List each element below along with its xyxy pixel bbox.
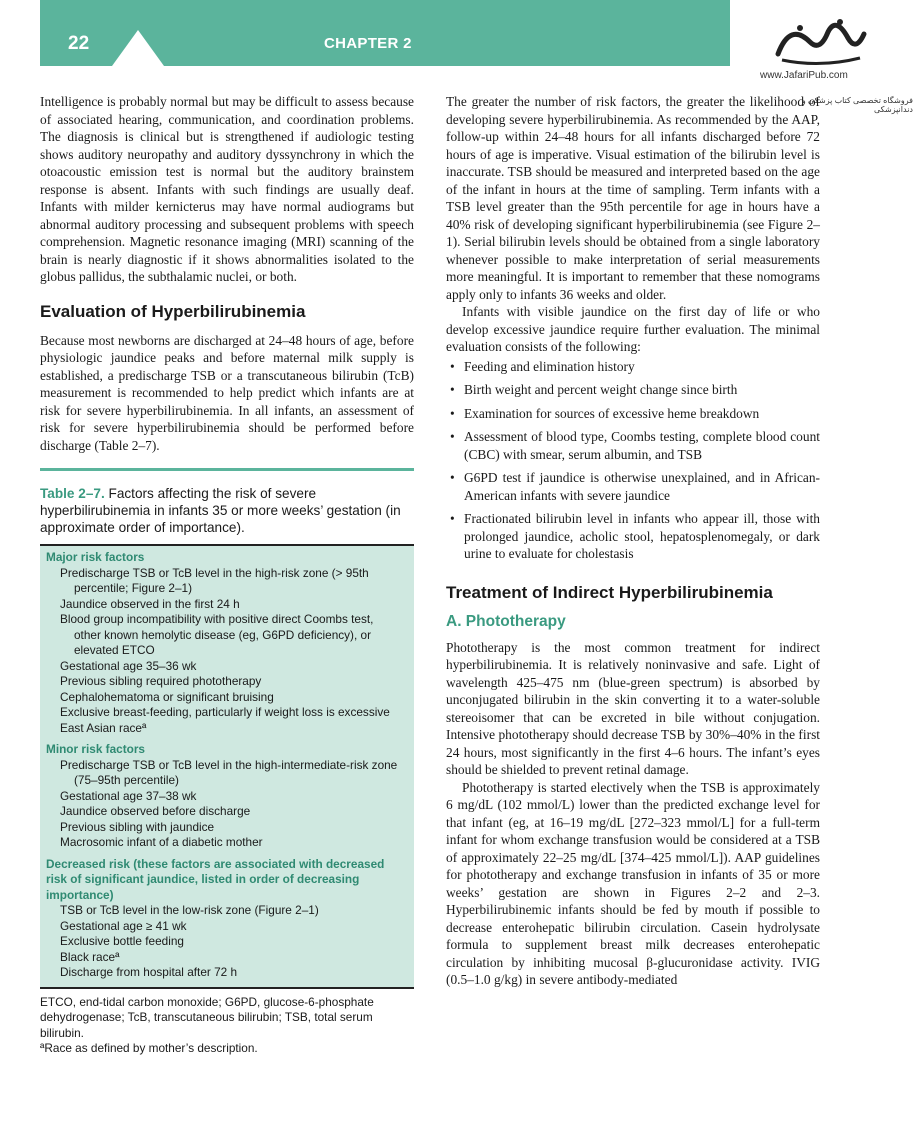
table-row: Gestational age ≥ 41 wk (60, 918, 187, 933)
table-row: Macrosomic infant of a diabetic mother (60, 835, 263, 849)
table-footnote-race: ªRace as defined by mother’s description. (40, 1041, 258, 1055)
table-row: Gestational age 37–38 wk (60, 788, 197, 803)
list-item: • Feeding and elimination history (450, 358, 635, 374)
evaluation-list (446, 358, 820, 563)
logo-url: www.JafariPub.com (760, 70, 848, 81)
table-row: Cephalohematoma or significant bruising (60, 689, 274, 704)
risk-factors-paragraph: The greater the number of risk factors, the greater the likelihood of developing severe hyperbilirubinemia. As recommended by the AAP, follow-up within 24–48 hours for all infants discharged before 72 hours of age is imperative. Visual estimation of the bilirubin level is inaccurate. TSB should be measured and interpreted based on the age of the infant in hours at the time of sampling. Term infants with a TSB level greater than the 95th percentile for age in hours have a 40% risk of developing significant hyperbilirubinemia (see Figure 2–1). Serial bilirubin levels should be obtained from a single laboratory whenever possible to make interpretation of serial measurements more meaningful. It is important to remember that these nomograms apply only to infants 36 weeks and older. (446, 94, 820, 302)
list-item: • Assessment of blood type, Coombs testing, complete blood count (CBC) with smear, serum albumin, and TSB (450, 429, 820, 462)
list-item: • Examination for sources of excessive heme breakdown (450, 405, 760, 421)
right-column (446, 93, 820, 989)
table-row: Previous sibling with jaundice (60, 819, 215, 834)
chapter-title: CHAPTER 2 (324, 35, 412, 52)
table-row: Blood group incompatibility with positive direct Coombs test, other known hemolytic disease (eg, G6PD deficiency), or elevated ETCO (60, 612, 374, 657)
table-row: TSB or TcB level in the low-risk zone (Figure 2–1) (60, 903, 319, 917)
subsection-heading-phototherapy: A. Phototherapy (446, 612, 566, 630)
section-heading-evaluation: Evaluation of Hyperbilirubinemia (40, 301, 306, 321)
phototherapy-start-paragraph: Phototherapy is started electively when the TSB is approximately 6 mg/dL (102 mmol/L) lower than the predicted exchange level for that infant (eg, at 16–19 mg/dL [272–323 mmol/L] for a full-term infant for whom exchange transfusion would be considered at a TSB of approximately 22–25 mg/dL [374–425 mmol/L]). AAP guidelines for phototherapy and exchange transfusion in infants of 35 or more weeks’ gestation are shown in Figures 2–2 and 2–3. Hyperbilirubinemic infants should be fed by mouth if possible to decrease enterohepatic bilirubin circulation. Casein hydrolysate formula to supplement breast milk decreases enterohepatic circulation by inhibiting mucosal β-glucuronidase activity. IVIG (0.5–1.0 g/kg) in severe antibody-mediated (446, 779, 820, 987)
page-number: 22 (68, 33, 90, 54)
jafaripub-logo (770, 14, 870, 70)
table-row: Predischarge TSB or TcB level in the high-risk zone (> 95th percentile; Figure 2–1) (60, 565, 369, 595)
table-group-title: Minor risk factors (46, 742, 145, 756)
table-row: Discharge from hospital after 72 h (60, 965, 238, 979)
phototherapy-paragraph: Phototherapy is the most common treatment for indirect hyperbilirubinemia. It is relatively noninvasive and safe. Light of wavelength 425–475 nm (blue-green spectrum) is absorbed by unconjugated bilirubin in the skin converting it to a water-soluble stereoisomer that can be excreted in bile without conjugation. Intensive phototherapy should decrease TSB by 30%–40% in the first 24 hours, most significantly in the first 4–6 hours. The infant’s eyes should be shielded to prevent retinal damage. (446, 639, 820, 777)
table-row: East Asian raceª (60, 720, 147, 735)
list-item: • Birth weight and percent weight change since birth (450, 382, 738, 397)
table-group-title: Decreased risk (these factors are associated with decreased risk of significant jaundice, listed in order of decreasing importance) (46, 856, 385, 902)
table-row: Jaundice observed in the first 24 h (60, 596, 240, 611)
table-body (40, 544, 414, 989)
table-row: Jaundice observed before discharge (60, 804, 251, 818)
table-row: Exclusive bottle feeding (60, 934, 184, 948)
table-group-title: Major risk factors (46, 550, 145, 564)
table-caption (40, 485, 414, 536)
header-notch (112, 30, 164, 66)
page-header (0, 0, 913, 114)
left-column (40, 93, 414, 1057)
table-row: Predischarge TSB or TcB level in the high-intermediate-risk zone (75–95th percentile) (60, 757, 398, 787)
table-row: Black raceª (60, 949, 120, 964)
table-footnote: ETCO, end-tidal carbon monoxide; G6PD, glucose-6-phosphate dehydrogenase; TcB, transcutaneous bilirubin; TSB, total serum bilirubin. (40, 994, 374, 1040)
table-row: Exclusive breast-feeding, particularly if weight loss is excessive (60, 705, 390, 719)
list-item: • G6PD test if jaundice is otherwise unexplained, and in African-American infants with severe jaundice (450, 470, 820, 503)
list-item: • Fractionated bilirubin level in infants who appear ill, those with prolonged jaundice, acholic stool, hepatosplenomegaly, or dark urine to evaluate for cholestasis (450, 511, 820, 561)
table-caption-text: Factors affecting the risk of severe hyperbilirubinemia in infants 35 or more weeks’ gestation (in approximate order of importance). (40, 486, 401, 535)
table-row: Previous sibling required phototherapy (60, 674, 262, 688)
table-label: Table 2–7. (40, 486, 105, 501)
minimal-evaluation-paragraph: Infants with visible jaundice on the first day of life or who develop excessive jaundice require further evaluation. The minimal evaluation consists of the following: (446, 304, 820, 354)
intro-paragraph: Intelligence is probably normal but may be difficult to assess because of associated hearing, communication, and coordination problems. The diagnosis is clinical but is strengthened if audiologic testing shows auditory neuropathy and auditory dyssynchrony in which the otoacoustic emission test is normal but the auditory brainstem response is absent. Infants with such findings are usually deaf. Infants with milder kernicterus may have normal audiograms but abnormal auditory processing and subsequent problems with speech comprehension. Magnetic resonance imaging (MRI) scanning of the brain is nearly diagnostic if it shows abnormalities isolated to the globus pallidus, the subthalamic nuclei, or both. (40, 94, 414, 284)
table-row: Gestational age 35–36 wk (60, 658, 197, 673)
logo-subtitle: فروشگاه تخصصی کتاب پزشکی و دندانپزشکی (801, 96, 913, 114)
table-2-7 (40, 468, 414, 1057)
evaluation-paragraph: Because most newborns are discharged at 24–48 hours of age, before physiologic jaundice peaks and before maternal milk supply is established, a predischarge TSB or a transcutaneous bilirubin (TcB) measurement is recommended to help predict which infants are at risk for severe hyperbilirubinemia. In all infants, an assessment of risk for severe hyperbilirubinemia should be performed before discharge (Table 2–7). (40, 332, 414, 453)
section-heading-treatment: Treatment of Indirect Hyperbilirubinemia (446, 582, 773, 602)
